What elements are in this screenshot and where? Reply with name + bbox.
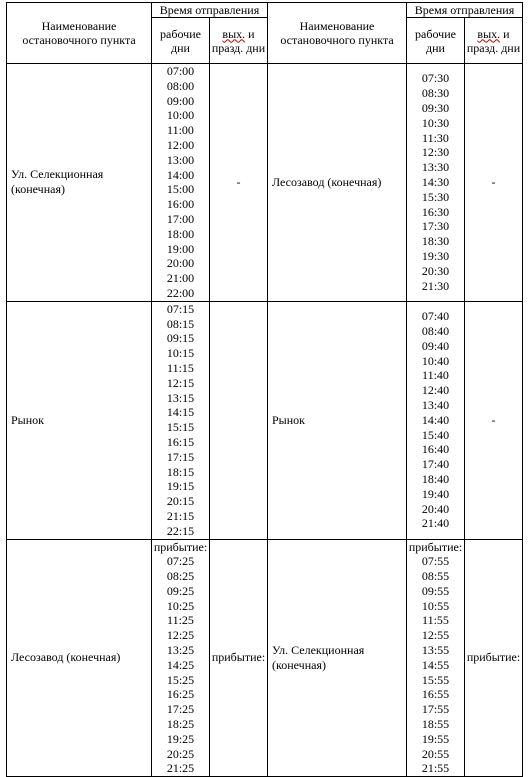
departure-time: 16:30	[421, 204, 450, 219]
departure-time: 14:25	[166, 657, 195, 672]
departure-time: 21:25	[166, 761, 195, 776]
departure-time: 12:40	[421, 383, 450, 398]
departure-time: 07:25	[166, 554, 195, 569]
left-weekend-times: прибытие:	[210, 539, 268, 777]
departure-time: 18:00	[166, 226, 195, 241]
departure-time: 12:25	[166, 628, 195, 643]
departure-time: 17:40	[421, 457, 450, 472]
departure-time: 15:40	[421, 427, 450, 442]
left-weekend-times	[210, 301, 268, 539]
departure-time: 09:00	[166, 93, 195, 108]
departure-time: 19:15	[166, 479, 195, 494]
left-weekday-times	[152, 64, 210, 302]
departure-time: 21:30	[421, 278, 450, 293]
left-weekday-times	[152, 301, 210, 539]
departure-time: 18:55	[421, 717, 450, 732]
departure-time: 19:30	[421, 248, 450, 263]
departure-time: прибытие:	[153, 539, 208, 554]
departure-time: 15:55	[421, 672, 450, 687]
left-weekend-times: -	[210, 64, 268, 302]
departure-time: 10:55	[421, 598, 450, 613]
departure-time: 15:30	[421, 189, 450, 204]
bus-schedule-table	[6, 2, 523, 777]
right-weekday-times	[407, 64, 465, 302]
table-row	[7, 64, 523, 302]
departure-time: 07:00	[166, 64, 195, 78]
table-row	[7, 539, 523, 777]
left-stop-name: Рынок	[7, 301, 152, 539]
departure-time: 13:30	[421, 160, 450, 175]
departure-time: 13:55	[421, 643, 450, 658]
departure-time: 21:55	[421, 761, 450, 776]
departure-time: 16:00	[166, 197, 195, 212]
departure-time: 16:25	[166, 687, 195, 702]
departure-time: 15:00	[166, 182, 195, 197]
right-weekend-times: -	[465, 64, 523, 302]
departure-time: 12:30	[421, 145, 450, 160]
departure-time: 08:00	[166, 78, 195, 93]
departure-time: 15:15	[166, 420, 195, 435]
right-weekend-times: прибытие:	[465, 539, 523, 777]
departure-time: 17:00	[166, 211, 195, 226]
departure-time: 19:55	[421, 731, 450, 746]
departure-time: 11:55	[422, 613, 449, 628]
departure-time: 13:25	[166, 643, 195, 658]
departure-time: 08:55	[421, 569, 450, 584]
departure-time: 13:15	[166, 390, 195, 405]
departure-time: 11:40	[422, 368, 449, 383]
departure-time: 10:15	[166, 346, 195, 361]
departure-time: 19:40	[421, 486, 450, 501]
header-weekdays-left: рабочие дни	[152, 18, 210, 64]
departure-time: 22:00	[166, 285, 195, 300]
departure-time: 13:40	[421, 397, 450, 412]
departure-time: 08:15	[166, 316, 195, 331]
departure-time: 11:30	[422, 130, 449, 145]
departure-time: 11:25	[167, 613, 194, 628]
header-departure-time-right: Время отправления	[407, 3, 523, 18]
header-stop-name-right: Наименование остановочного пункта	[268, 3, 407, 64]
departure-time: 09:30	[421, 100, 450, 115]
departure-time: 07:40	[421, 309, 450, 324]
departure-time: 18:30	[421, 234, 450, 249]
header-stop-name-left: Наименование остановочного пункта	[7, 3, 152, 64]
departure-time: 11:15	[167, 360, 194, 375]
departure-time: 16:40	[421, 442, 450, 457]
header-weekend-prefix: вых.	[222, 26, 246, 41]
right-weekday-times	[407, 539, 465, 777]
departure-time: 07:30	[421, 71, 450, 86]
departure-time: 14:15	[166, 405, 195, 420]
departure-time: 14:00	[166, 167, 195, 182]
right-weekend-times: -	[465, 301, 523, 539]
departure-time: 18:25	[166, 717, 195, 732]
departure-time: 10:40	[421, 353, 450, 368]
left-weekday-times	[152, 539, 210, 777]
departure-time: 20:25	[166, 746, 195, 761]
departure-time: 17:30	[421, 219, 450, 234]
departure-time: 07:15	[166, 301, 195, 316]
departure-time: 08:25	[166, 569, 195, 584]
departure-time: 19:25	[166, 731, 195, 746]
departure-time: 12:00	[166, 137, 195, 152]
departure-time: прибытие:	[408, 539, 463, 554]
departure-time: 18:15	[166, 464, 195, 479]
departure-time: 18:40	[421, 471, 450, 486]
table-row	[7, 301, 523, 539]
departure-time: 14:40	[421, 412, 450, 427]
right-stop-name: Рынок	[268, 301, 407, 539]
right-stop-name: Лесозавод (конечная)	[268, 64, 407, 302]
right-weekday-times	[407, 301, 465, 539]
departure-time: 20:00	[166, 256, 195, 271]
departure-time: 09:55	[421, 583, 450, 598]
left-stop-name: Ул. Селекционная (конечная)	[7, 64, 152, 302]
departure-time: 20:55	[421, 746, 450, 761]
departure-time: 16:15	[166, 434, 195, 449]
header-weekend-rest: и празд. дни	[211, 26, 266, 55]
departure-time: 14:30	[421, 174, 450, 189]
departure-time: 21:00	[166, 271, 195, 286]
departure-time: 12:15	[166, 375, 195, 390]
departure-time: 09:25	[166, 583, 195, 598]
departure-time: 08:30	[421, 86, 450, 101]
departure-time: 08:40	[421, 323, 450, 338]
departure-time: 15:25	[166, 672, 195, 687]
header-departure-time-left: Время отправления	[152, 3, 268, 18]
departure-time: 11:00	[167, 123, 194, 138]
departure-time: 17:15	[166, 449, 195, 464]
header-weekend-rest: и празд. дни	[466, 26, 521, 55]
departure-time: 10:00	[166, 108, 195, 123]
header-weekend-prefix: вых.	[477, 26, 501, 41]
departure-time: 20:30	[421, 263, 450, 278]
departure-time: 13:00	[166, 152, 195, 167]
departure-time: 19:00	[166, 241, 195, 256]
departure-time: 07:55	[421, 554, 450, 569]
departure-time: 17:55	[421, 702, 450, 717]
departure-time: 10:25	[166, 598, 195, 613]
right-stop-name: Ул. Селекционная (конечная)	[268, 539, 407, 777]
departure-time: 17:25	[166, 702, 195, 717]
header-weekdays-right: рабочие дни	[407, 18, 465, 64]
departure-time: 09:15	[166, 331, 195, 346]
header-weekend-right	[465, 18, 523, 64]
left-stop-name: Лесозавод (конечная)	[7, 539, 152, 777]
departure-time: 09:40	[421, 338, 450, 353]
departure-time: 10:30	[421, 115, 450, 130]
header-weekend-left	[210, 18, 268, 64]
departure-time: 22:15	[166, 523, 195, 538]
departure-time: 20:15	[166, 494, 195, 509]
departure-time: 12:55	[421, 628, 450, 643]
departure-time: 21:15	[166, 508, 195, 523]
departure-time: 14:55	[421, 657, 450, 672]
departure-time: 21:40	[421, 516, 450, 531]
departure-time: 16:55	[421, 687, 450, 702]
departure-time: 20:40	[421, 501, 450, 516]
